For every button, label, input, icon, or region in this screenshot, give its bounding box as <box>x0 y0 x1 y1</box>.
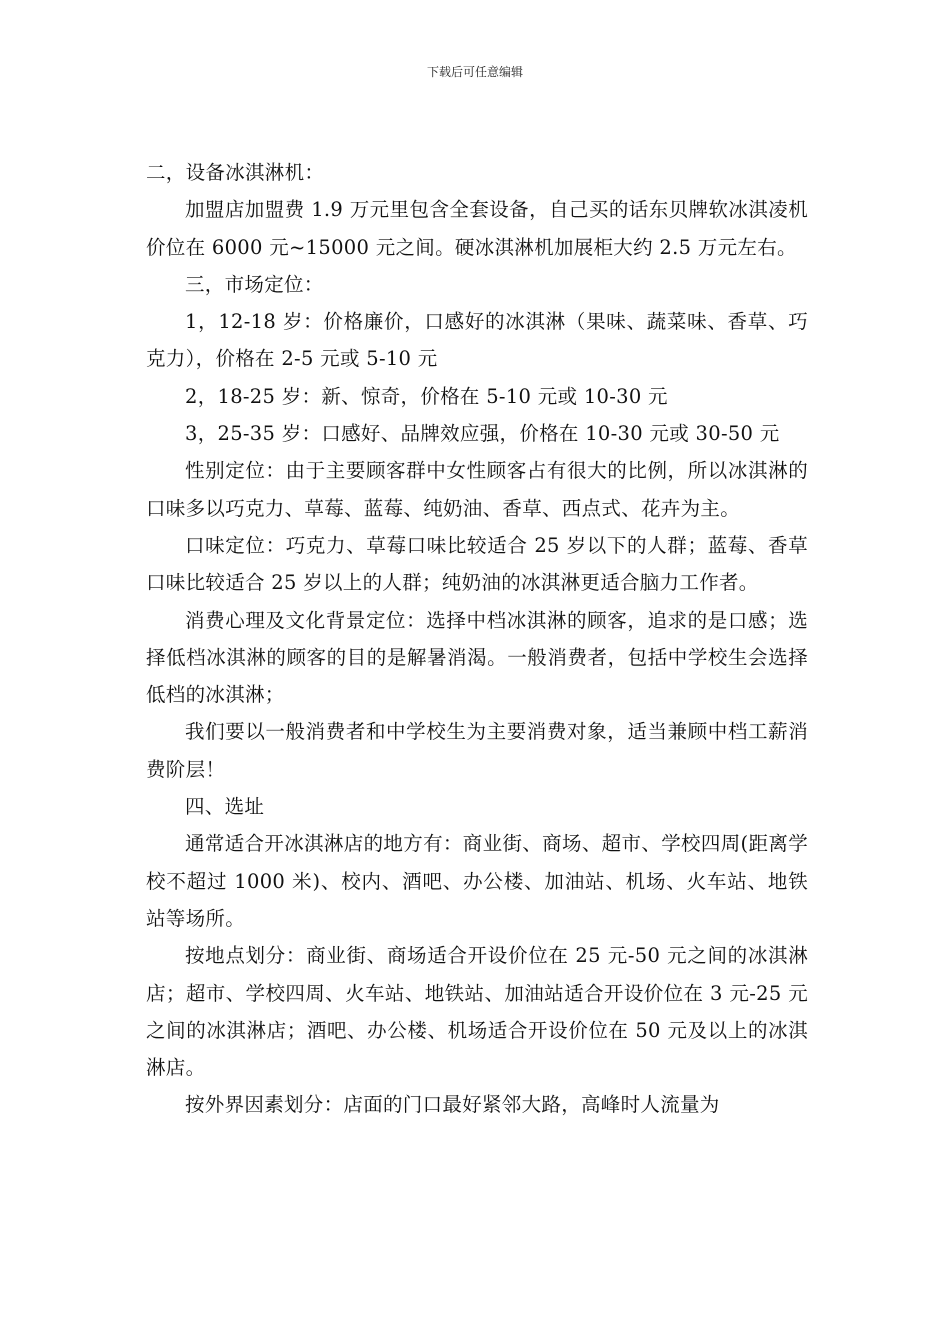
list-item-age-12-18: 1，12-18 岁：价格廉价，口感好的冰淇淋（果味、蔬菜味、香草、巧克力），价格在 2-5 元或 5-10 元 <box>146 310 808 371</box>
section-heading-location: 四、选址 <box>185 795 265 819</box>
page-header: 下载后可任意编辑 <box>426 65 523 79</box>
paragraph-suitable-locations: 通常适合开冰淇淋店的地方有：商业街、商场、超市、学校四周(距离学校不超过 1000 米)、校内、酒吧、办公楼、加油站、机场、火车站、地铁站等场所。 <box>146 832 808 930</box>
paragraph-consumer-psychology: 消费心理及文化背景定位：选择中档冰淇淋的顾客，追求的是口感；选择低档冰淇淋的顾客的目的是解暑消渴。一般消费者，包括中学校生会选择低档的冰淇淋； <box>146 608 808 707</box>
section-heading-market: 三，市场定位： <box>185 272 324 296</box>
paragraph-equipment-cost: 加盟店加盟费 1.9 万元里包含全套设备，自己买的话东贝牌软冰淇凌机价位在 6000 元~15000 元之间。硬冰淇淋机加展柜大约 2.5 万元左右。 <box>146 198 808 259</box>
paragraph-location-by-external: 按外界因素划分：店面的门口最好紧邻大路，高峰时人流量为 <box>185 1093 720 1117</box>
document-body <box>146 154 808 1124</box>
paragraph-target-consumers: 我们要以一般消费者和中学校生为主要消费对象，适当兼顾中档工薪消费阶层！ <box>146 720 808 781</box>
paragraph-flavor-positioning: 口味定位：巧克力、草莓口味比较适合 25 岁以下的人群；蓝莓、香草口味比较适合 25 岁以上的人群；纯奶油的冰淇淋更适合脑力工作者。 <box>146 533 808 595</box>
paragraph-location-by-site: 按地点划分：商业街、商场适合开设价位在 25 元-50 元之间的冰淇淋店；超市、学校四周、火车站、地铁站、加油站适合开设价位在 3 元-25 元之间的冰淇淋店；酒吧、办公楼、机场适合开设价位在 50 元及以上的冰淇淋店。 <box>146 944 808 1080</box>
paragraph-gender-positioning: 性别定位：由于主要顾客群中女性顾客占有很大的比例，所以冰淇淋的口味多以巧克力、草莓、蓝莓、纯奶油、香草、西点式、花卉为主。 <box>146 459 808 520</box>
list-item-age-25-35: 3，25-35 岁：口感好、品牌效应强，价格在 10-30 元或 30-50 元 <box>185 422 780 446</box>
section-heading-equipment: 二，设备冰淇淋机： <box>146 161 325 184</box>
list-item-age-18-25: 2，18-25 岁：新、惊奇，价格在 5-10 元或 10-30 元 <box>185 384 668 408</box>
